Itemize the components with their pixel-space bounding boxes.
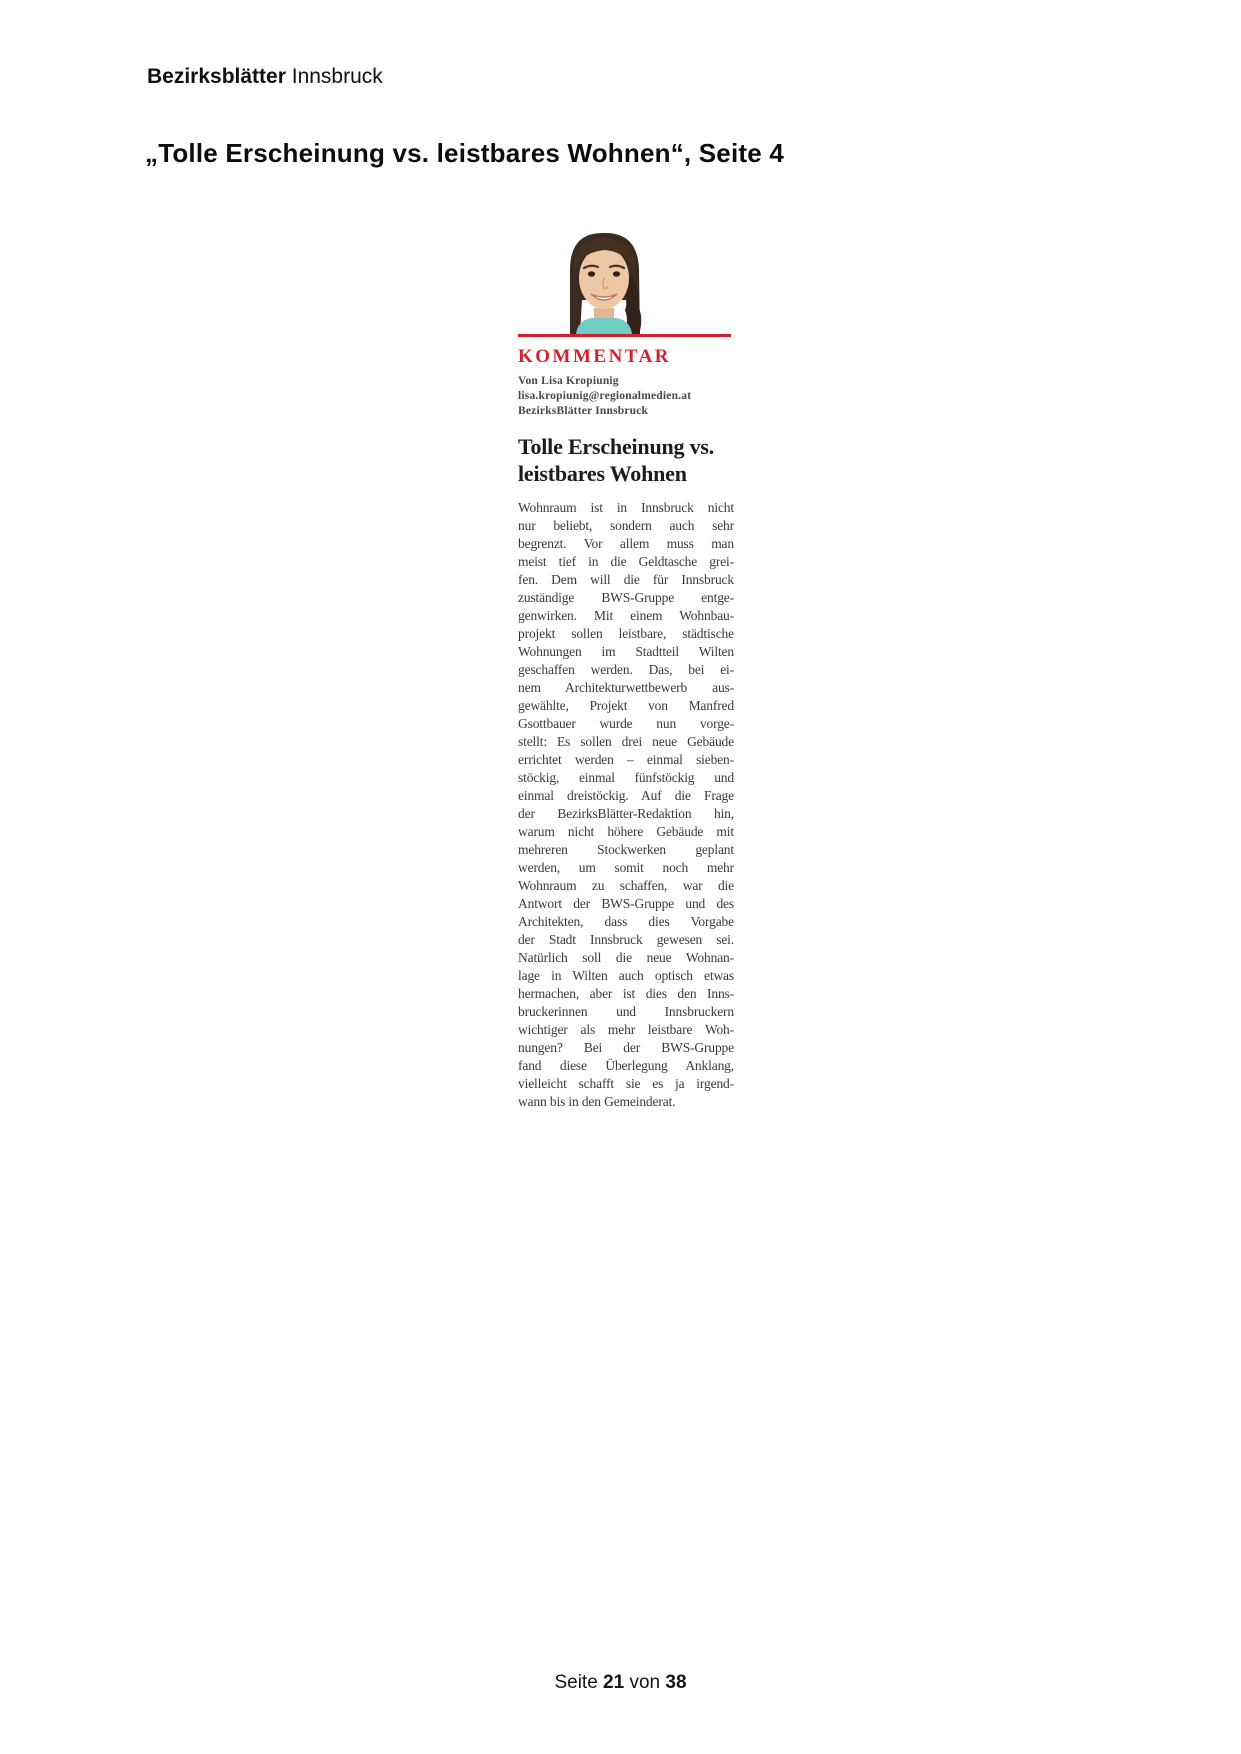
- article-body-line: Gsottbauer wurde nun vorge-: [518, 716, 734, 731]
- footer-current-page: 21: [603, 1672, 625, 1693]
- footer-label-of: von: [629, 1672, 661, 1693]
- article-body-line: zuständige BWS-Gruppe entge-: [518, 590, 734, 605]
- source-header: [147, 64, 383, 90]
- byline-email: lisa.kropiunig@regionalmedien.at: [518, 390, 692, 402]
- article-body-line: wichtiger als mehr leistbare Woh-: [518, 1022, 734, 1037]
- article-body-line: der BezirksBlätter-Redaktion hin,: [518, 806, 734, 821]
- article-body-line: nungen? Bei der BWS-Gruppe: [518, 1040, 734, 1055]
- article-body-line: Wohnungen im Stadtteil Wilten: [518, 644, 734, 659]
- page-title: „Tolle Erscheinung vs. leistbares Wohnen“, Seite 4: [145, 138, 784, 168]
- footer-label-page: Seite: [554, 1672, 598, 1693]
- article-body-line: Architekten, dass dies Vorgabe: [518, 914, 734, 929]
- article-body-line: gewählte, Projekt von Manfred: [518, 698, 734, 713]
- article-body-line: Wohnraum zu schaffen, war die: [518, 878, 734, 893]
- article-body-line: meist tief in die Geldtasche grei-: [518, 554, 734, 569]
- article-body-line: hermachen, aber ist dies den Inns-: [518, 986, 734, 1001]
- article-body-line: stellt: Es sollen drei neue Gebäude: [518, 734, 734, 749]
- article-body-line: mehreren Stockwerken geplant: [518, 842, 734, 857]
- article-body-line: der Stadt Innsbruck gewesen sei.: [518, 932, 734, 947]
- article-body-line: Natürlich soll die neue Wohnan-: [518, 950, 734, 965]
- newspaper-clipping: [518, 230, 734, 1111]
- article-body-line: warum nicht höhere Gebäude mit: [518, 824, 734, 839]
- article-body-line: einmal dreistöckig. Auf die Frage: [518, 788, 734, 803]
- byline-author: Von Lisa Kropiunig: [518, 375, 619, 387]
- article-body-line: vielleicht schafft sie es ja irgend-: [518, 1076, 734, 1091]
- headline-line-2: leistbares Wohnen: [518, 461, 687, 486]
- article-body-line: geschaffen werden. Das, bei ei-: [518, 662, 734, 677]
- article-body-line: Wohnraum ist in Innsbruck nicht: [518, 500, 734, 515]
- article-body-line: Antwort der BWS-Gruppe und des: [518, 896, 734, 911]
- article-body-line: bruckerinnen und Innsbruckern: [518, 1004, 734, 1019]
- article-body: [518, 499, 734, 1111]
- article-body-line: fand diese Überlegung Anklang,: [518, 1058, 734, 1073]
- article-body-line: begrenzt. Vor allem muss man: [518, 536, 734, 551]
- footer-total-pages: 38: [665, 1672, 687, 1693]
- kicker-label: KOMMENTAR: [518, 346, 672, 367]
- article-body-line: wann bis in den Gemeinderat.: [518, 1094, 676, 1109]
- author-photo-graphic: [518, 230, 734, 334]
- author-photo: [518, 230, 734, 334]
- page-number-footer: [0, 1672, 1241, 1694]
- article-body-line: lage in Wilten auch optisch etwas: [518, 968, 734, 983]
- article-headline: [518, 433, 734, 487]
- byline-publication: BezirksBlätter Innsbruck: [518, 405, 649, 417]
- article-body-line: genwirken. Mit einem Wohnbau-: [518, 608, 734, 623]
- publication-name: Bezirksblätter: [147, 65, 286, 88]
- article-body-line: nem Architekturwettbewerb aus-: [518, 680, 734, 695]
- article-body-line: stöckig, einmal fünfstöckig und: [518, 770, 734, 785]
- article-body-line: fen. Dem will die für Innsbruck: [518, 572, 734, 587]
- article-body-line: projekt sollen leistbare, städtische: [518, 626, 734, 641]
- publication-edition: Innsbruck: [291, 65, 383, 88]
- article-body-line: werden, um somit noch mehr: [518, 860, 734, 875]
- headline-line-1: Tolle Erscheinung vs.: [518, 434, 715, 459]
- byline: [518, 374, 734, 419]
- article-body-line: errichtet werden – einmal sieben-: [518, 752, 734, 767]
- article-body-line: nur beliebt, sondern auch sehr: [518, 518, 734, 533]
